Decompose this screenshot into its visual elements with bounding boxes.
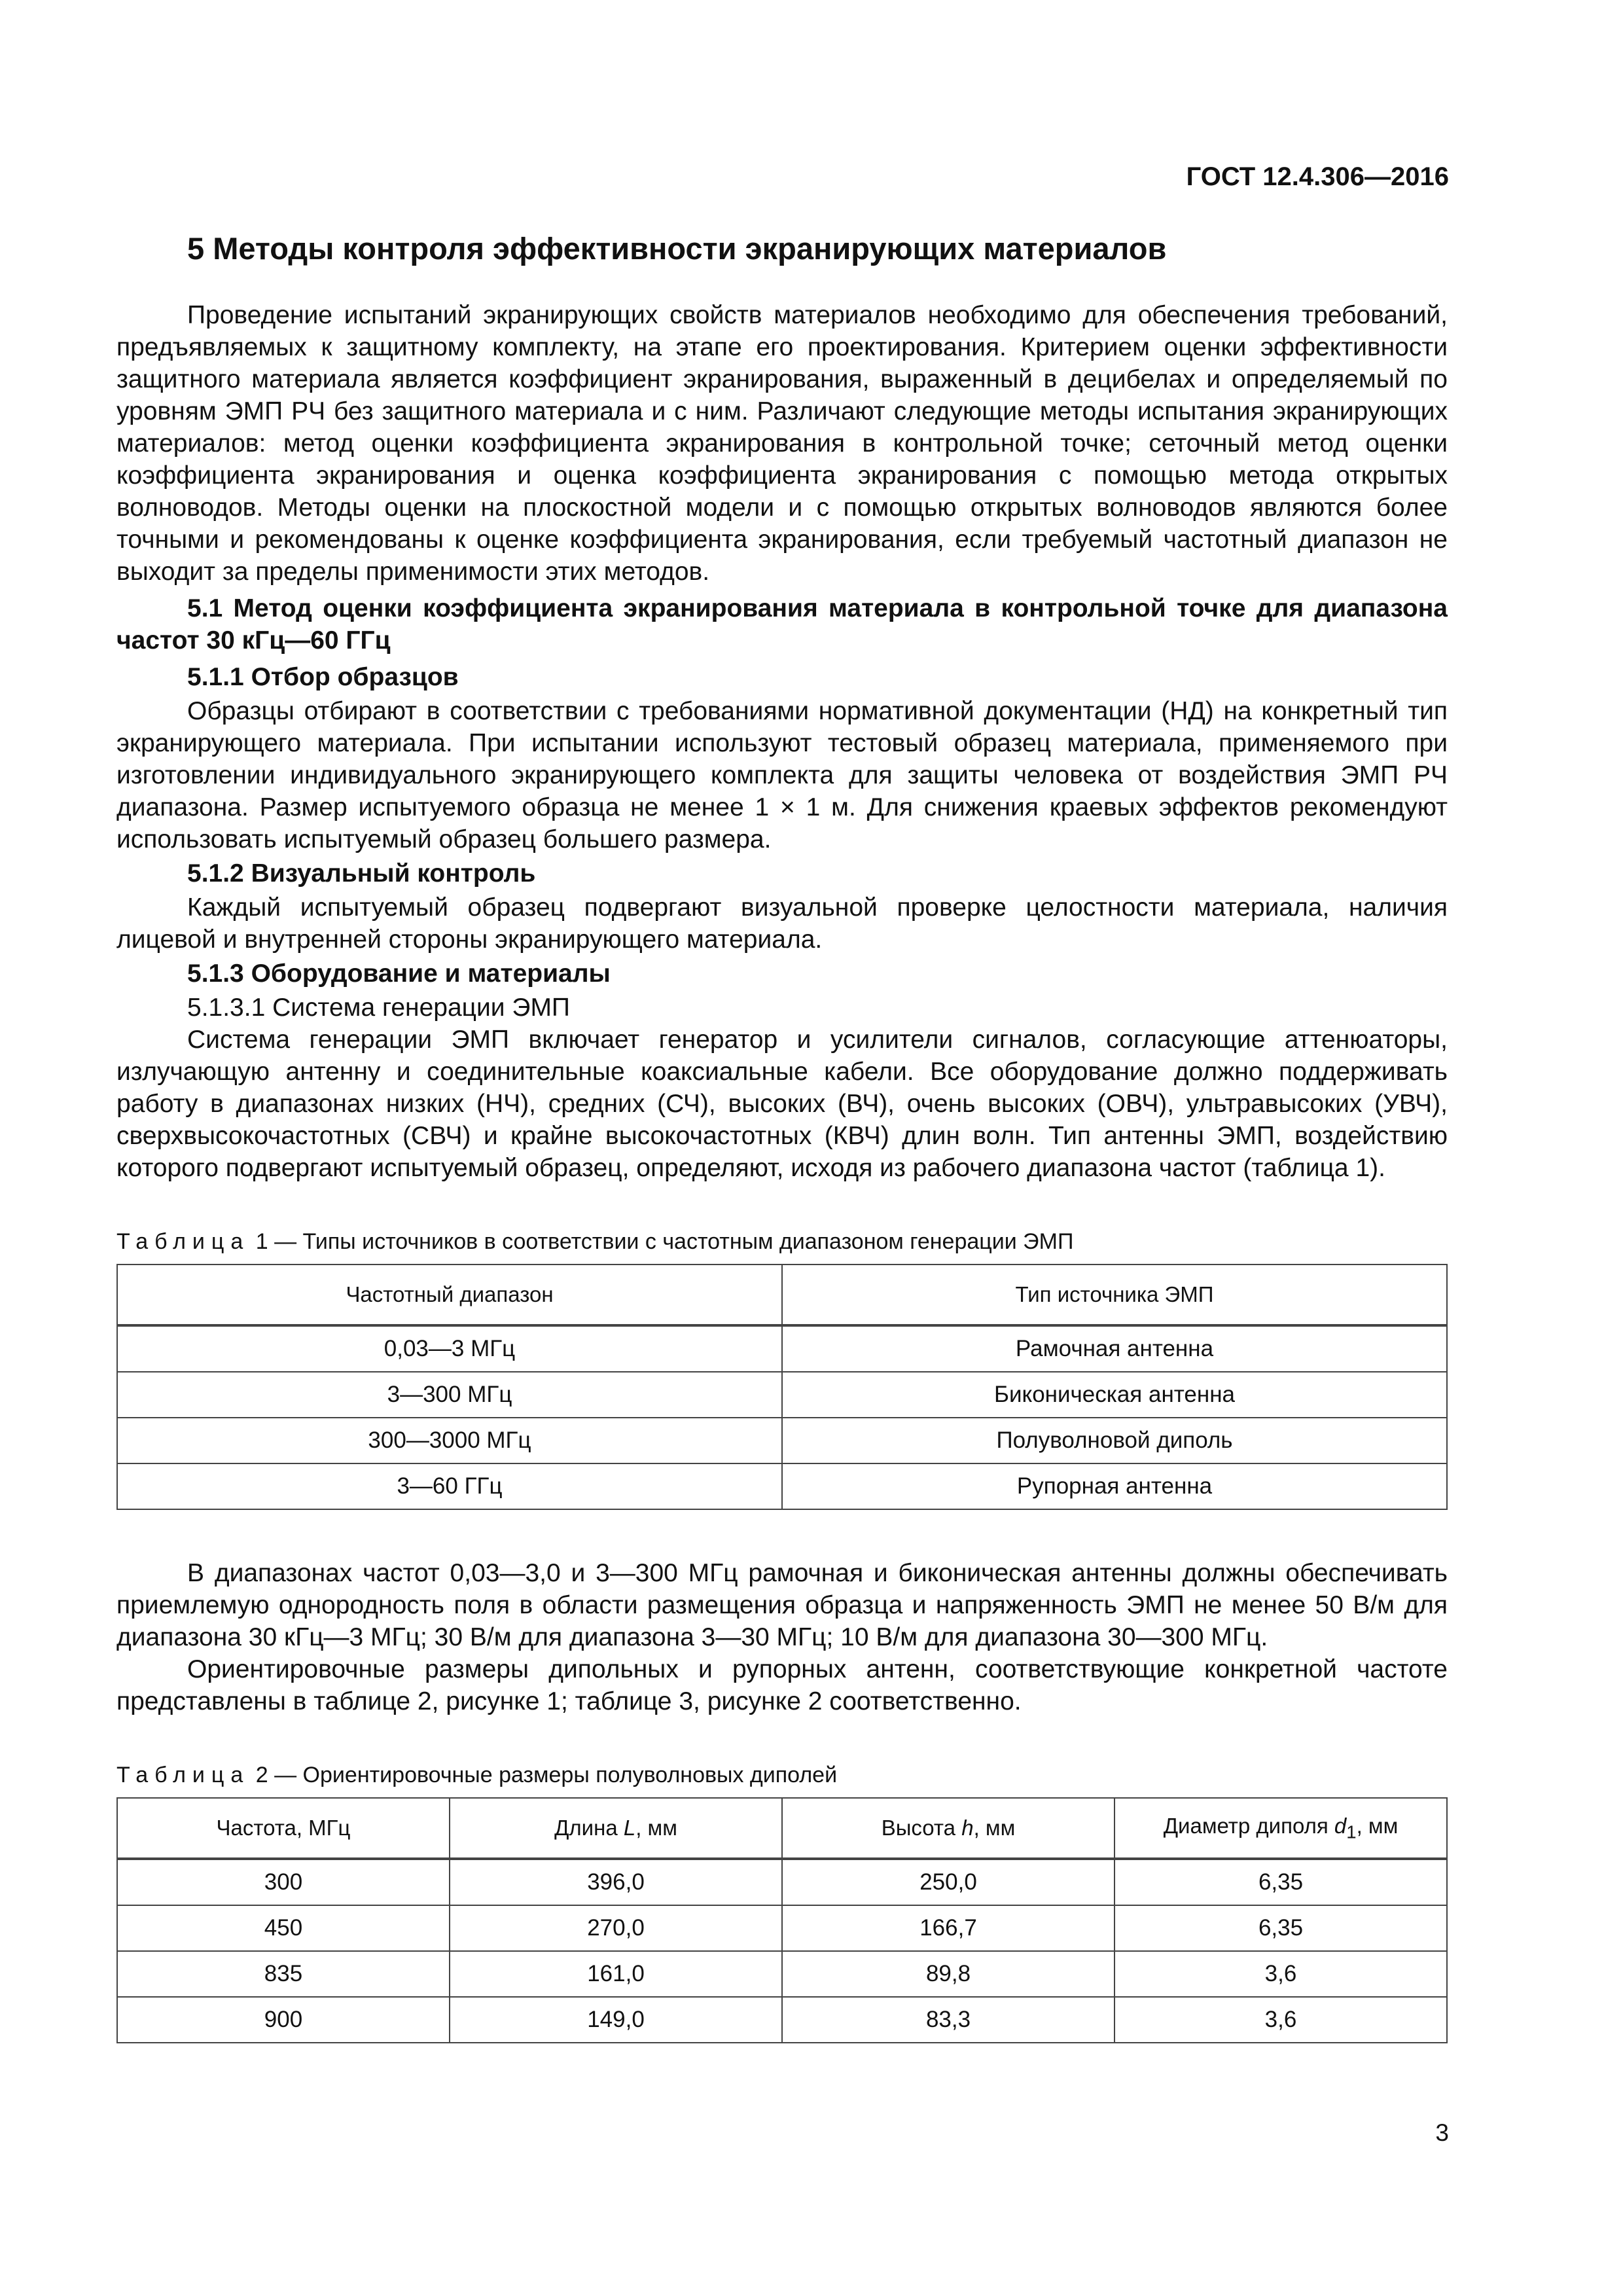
table-2 (116, 1797, 1448, 2043)
section-5-1-2-text: Каждый испытуемый образец подвергают визуальной проверке целостности материала, наличия лицевой и внутренней стороны экранирующего материала. (116, 893, 1448, 954)
section-5-1-3-title: 5.1.3 Оборудование и материалы (187, 960, 611, 988)
table-row (117, 1463, 1447, 1509)
table-1-header-source: Тип источника ЭМП (782, 1265, 1447, 1325)
table-cell: 300 (117, 1859, 450, 1905)
table-2-header-length: Длина L, мм (450, 1798, 782, 1859)
table-cell: 0,03—3 МГц (117, 1325, 782, 1372)
page-content (116, 230, 1448, 2043)
table-row (117, 1997, 1447, 2043)
spacer (116, 1510, 1448, 1557)
table-cell: Рамочная антенна (782, 1325, 1447, 1372)
table-cell: 83,3 (782, 1997, 1115, 2043)
section-5-title: 5 Методы контроля эффективности экранирующих материалов (187, 231, 1167, 266)
table-cell: 396,0 (450, 1859, 782, 1905)
section-5-1-title: 5.1 Метод оценки коэффициента экранирования материала в контрольной точке для диапазона частот 30 кГц—60 ГГц (116, 594, 1448, 655)
section-5-1-1-title: 5.1.1 Отбор образцов (187, 663, 459, 691)
after-table-1-paragraph-1: В диапазонах частот 0,03—3,0 и 3—300 МГц рамочная и биконическая антенны должны обеспечивать приемлемую однородность поля в области размещения образца и напряженность ЭМП не менее 50 В/м для диапазона 30 кГц—3 МГц; 30 В/м для диапазона 3—30 МГц; 10 В/м для диапазона 30—300 МГц. (116, 1559, 1448, 1651)
document-code: ГОСТ 12.4.306—2016 (1186, 162, 1449, 191)
table-cell: 89,8 (782, 1951, 1115, 1997)
table-cell: 450 (117, 1905, 450, 1951)
table-cell: 3,6 (1115, 1951, 1447, 1997)
table-cell: Рупорная антенна (782, 1463, 1447, 1509)
table-row (117, 1951, 1447, 1997)
table-cell: 6,35 (1115, 1905, 1447, 1951)
table-cell: 3—60 ГГц (117, 1463, 782, 1509)
table-cell: 161,0 (450, 1951, 782, 1997)
section-5-intro: Проведение испытаний экранирующих свойств материалов необходимо для обеспечения требований, предъявляемых к защитному комплекту, на этапе его проектирования. Критерием оценки эффективности защитного материала является коэффициент экранирования, выраженный в децибелах и определяемый по уровням ЭМП РЧ без защитного материала и с ним. Различают следующие методы испытания экранирующих материалов: метод оценки коэффициента экранирования в контрольной точке; сеточный метод оценки коэффициента экранирования и оценка коэффициента экранирования с помощью метода открытых волноводов. Методы оценки на плоскостной модели и с помощью открытых волноводов являются более точными и рекомендованы к оценке коэффициента экранирования, если требуемый частотный диапазон не выходит за пределы применимости этих методов. (116, 301, 1448, 586)
table-2-caption-word: Таблица (116, 1763, 250, 1787)
table-1-caption-text: 1 — Типы источников в соответствии с частотным диапазоном генерации ЭМП (249, 1229, 1074, 1254)
table-2-header-frequency: Частота, МГц (117, 1798, 450, 1859)
table-cell: 270,0 (450, 1905, 782, 1951)
table-2-header-height: Высота h, мм (782, 1798, 1115, 1859)
table-row (117, 1372, 1447, 1418)
table-cell: 3—300 МГц (117, 1372, 782, 1418)
after-table-1-paragraph-2: Ориентировочные размеры дипольных и рупорных антенн, соответствующие конкретной частоте представлены в таблице 2, рисунке 1; таблице 3, рисунке 2 соответственно. (116, 1655, 1448, 1715)
table-header-row (117, 1798, 1447, 1859)
section-5-1-3-1-text: Система генерации ЭМП включает генератор и усилители сигналов, согласующие аттенюаторы, излучающую антенну и соединительные коаксиальные кабели. Все оборудование должно поддерживать работу в диапазонах низких (НЧ), средних (СЧ), высоких (ВЧ), очень высоких (ОВЧ), ультравысоких (УВЧ), сверхвысокочастотных (СВЧ) и крайне высокочастотных (КВЧ) длин волн. Тип антенны ЭМП, воздействию которого подвергают испытуемый образец, определяют, исходя из рабочего диапазона частот (таблица 1). (116, 1026, 1448, 1182)
section-5-1-1-text: Образцы отбирают в соответствии с требованиями нормативной документации (НД) на конкретный тип экранирующего материала. При испытании используют тестовый образец материала, применяемого при изготовлении индивидуального экранирующего комплекта для защиты человека от воздействия ЭМП РЧ диапазона. Размер испытуемого образца не менее 1 × 1 м. Для снижения краевых эффектов рекомендуют использовать испытуемый образец большего размера. (116, 697, 1448, 853)
table-2-caption (116, 1761, 1448, 1789)
section-5-1-3-1-title: 5.1.3.1 Система генерации ЭМП (187, 994, 570, 1022)
table-cell: 166,7 (782, 1905, 1115, 1951)
table-cell: 149,0 (450, 1997, 782, 2043)
table-row (117, 1418, 1447, 1463)
table-1-caption-word: Таблица (116, 1229, 250, 1254)
table-1 (116, 1264, 1448, 1510)
table-2-caption-text: 2 — Ориентировочные размеры полуволновых диполей (249, 1763, 838, 1787)
table-header-row (117, 1265, 1447, 1325)
table-row (117, 1905, 1447, 1951)
section-5-1-2-title: 5.1.2 Визуальный контроль (187, 859, 536, 888)
table-cell: Полуволновой диполь (782, 1418, 1447, 1463)
table-1-caption (116, 1227, 1448, 1256)
table-row (117, 1859, 1447, 1905)
table-cell: 835 (117, 1951, 450, 1997)
table-cell: 6,35 (1115, 1859, 1447, 1905)
table-cell: 250,0 (782, 1859, 1115, 1905)
table-2-header-diameter: Диаметр диполя $d_1$, мм (1115, 1798, 1447, 1859)
table-cell: 900 (117, 1997, 450, 2043)
page-number: 3 (1435, 2119, 1449, 2146)
table-row (117, 1325, 1447, 1372)
table-cell: 3,6 (1115, 1997, 1447, 2043)
table-cell: 300—3000 МГц (117, 1418, 782, 1463)
table-1-header-range: Частотный диапазон (117, 1265, 782, 1325)
table-cell: Биконическая антенна (782, 1372, 1447, 1418)
